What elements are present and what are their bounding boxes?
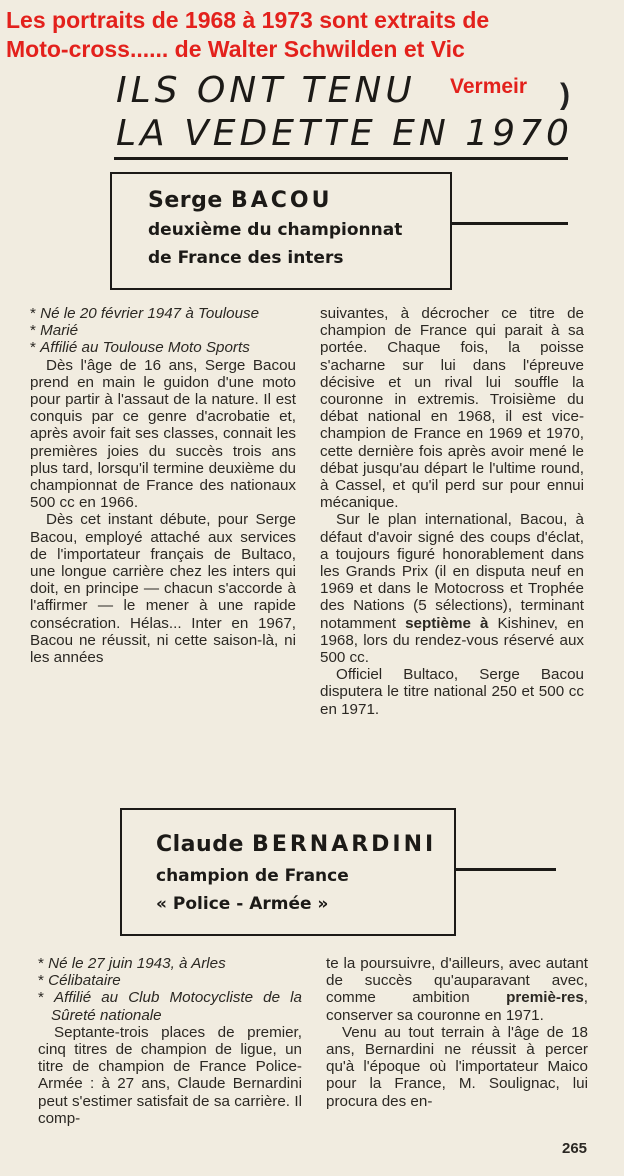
rider2-box-line	[456, 868, 556, 871]
rider1-name-box	[110, 172, 452, 290]
rider1-paragraph-3: suivantes, à décrocher ce titre de champion de France qui parait à sa portée. Chaque fois, la poisse s'acharne sur lui dans l'épreuve décisive et un rival lui souffle la couronne in extremis. Troisième du débat national en 1968, il est vice-champion de France en 1969 et 1970, cette dernière fois après avoir mené le débat jusqu'au départ le l'ultime round, à Cassel, et qu'il perd sur pour ennui mécanique.	[320, 305, 584, 512]
rider1-first-name: Serge	[148, 188, 223, 213]
rider1-paragraph-4-start: Sur le plan international, Bacou, à défaut d'avoir signé des coups d'éclat, a toujours figuré honorablement dans les Grands Prix (il en disputa neuf en 1969 et dans le Motocross et Trophée des Nations (5 sélections), terminant notamment	[320, 511, 584, 632]
rider2-bullet-status: * Célibataire	[38, 972, 302, 989]
rider1-bullet-club: * Affilié au Toulouse Moto Sports	[30, 339, 296, 356]
rider2-subtitle-1: champion de France	[156, 866, 349, 886]
rider1-paragraph-1: Dès l'âge de 16 ans, Serge Bacou prend en main le guidon d'une moto pour partir à l'assaut de la nature. Il est conquis par ce genre d'acrobatie et, après avoir fait ses classes, connait les premières joies du succès trois ans plus tard, lorsqu'il termine deuxième du championnat de France des nationaux 500 cc en 1966.	[30, 356, 296, 512]
rider1-bullet-status: * Marié	[30, 322, 296, 339]
rider2-left-column	[38, 955, 302, 1127]
rider1-box-line	[452, 222, 568, 225]
headline-line-2: LA VEDETTE EN 1970	[116, 113, 573, 154]
decorative-paren: )	[560, 78, 570, 111]
caption-line-3: Vermeir	[450, 75, 528, 98]
rider1-subtitle-1: deuxième du championnat	[148, 220, 403, 240]
rider2-name-box	[120, 808, 456, 936]
rider2-last-name: BERNARDINI	[252, 832, 437, 857]
rider2-first-name: Claude	[156, 832, 244, 857]
caption-line-2: Moto-cross...... de Walter Schwilden et Vic	[6, 36, 465, 62]
rider2-name	[156, 832, 436, 857]
rider2-paragraph-2-end: , conserver sa couronne en 1971.	[326, 989, 588, 1024]
rider2-subtitle-2: « Police - Armée »	[156, 894, 329, 914]
rider1-paragraph-2: Dès cet instant débute, pour Serge Bacou, employé attaché aux services de l'importateur français de Bultaco, une longue carrière chez les inters qui doit, en principe — chacun s'accorde à l'affirmer — le mener à une rapide consécration. Hélas... Inter en 1967, Bacou ne réussit, ni cette saison-là, ni les années	[30, 511, 296, 667]
rider2-paragraph-1: Septante-trois places de premier, cinq titres de champion de ligue, un titre de champion de France Police-Armée : à 27 ans, Claude Bernardini peut s'estimer satisfait de sa carrière. Il comp-	[38, 1023, 302, 1127]
page-number: 265	[562, 1140, 588, 1157]
rider1-paragraph-4-end: Kishinev, en 1968, lors du rendez-vous réservé aux 500 cc.	[320, 614, 584, 667]
rider2-paragraph-3: Venu au tout terrain à l'âge de 18 ans, Bernardini ne réussit à percer qu'à l'époque où l'importateur Maico pour la France, M. Soulignac, lui procura des en-	[326, 1023, 588, 1110]
rider2-right-column	[326, 955, 588, 1110]
rider1-paragraph-4	[320, 511, 584, 666]
rider2-bullet-birth: * Né le 27 juin 1943, à Arles	[38, 955, 302, 972]
rider2-paragraph-2	[326, 955, 588, 1024]
rider1-name	[148, 188, 332, 213]
caption-line-1: Les portraits de 1968 à 1973 sont extraits de	[6, 7, 490, 33]
rider1-right-column	[320, 305, 584, 718]
rider2-paragraph-2-start: te la poursuivre, d'ailleurs, avec autant de succès qu'auparavant avec, comme ambition	[326, 955, 588, 1007]
rider2-paragraph-2-emphasis: premiè-res	[506, 989, 584, 1007]
rider1-last-name: BACOU	[230, 188, 333, 213]
rider1-paragraph-5: Officiel Bultaco, Serge Bacou disputera le titre national 250 et 500 cc en 1971.	[320, 666, 584, 718]
rider1-paragraph-4-emphasis: septième à	[405, 614, 489, 632]
rider1-subtitle-2: de France des inters	[148, 248, 344, 268]
rider1-bullet-birth: * Né le 20 février 1947 à Toulouse	[30, 305, 296, 322]
headline-line-1: ILS ONT TENU	[116, 70, 416, 111]
headline-rule	[114, 157, 568, 160]
rider2-bullet-club: * Affilié au Club Motocycliste de la Sûreté nationale	[38, 989, 302, 1023]
rider1-left-column	[30, 305, 296, 666]
